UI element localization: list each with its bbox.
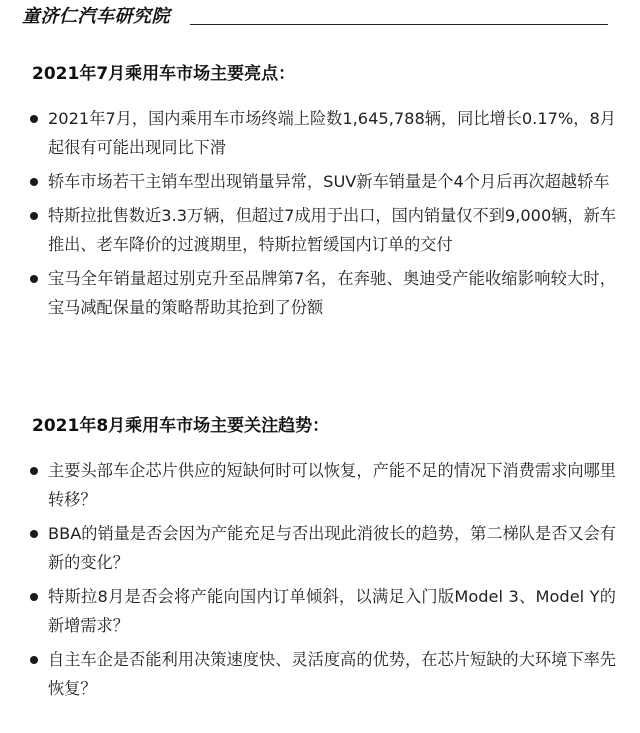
header	[22, 6, 608, 28]
brand-title: 童济仁汽车研究院	[22, 6, 170, 27]
bullet-dot-icon	[30, 115, 38, 123]
section-title-trends: 2021年8月乘用车市场主要关注趋势：	[32, 416, 330, 436]
section-trends	[32, 414, 616, 708]
list-item: 自主车企是否能利用决策速度快、灵活度高的优势，在芯片短缺的大环境下率先恢复？	[32, 645, 616, 703]
header-rule	[190, 24, 608, 25]
list-item: 特斯拉8月是否会将产能向国内订单倾斜，以满足入门版Model 3、Model Y的新增需求？	[32, 582, 616, 640]
list-item: 2021年7月，国内乘用车市场终端上险数1,645,788辆，同比增长0.17%，8月起很有可能出现同比下滑	[32, 104, 616, 162]
list-item: 轿车市场若干主销车型出现销量异常，SUV新车销量是个4个月后再次超越轿车	[32, 167, 616, 196]
bullet-dot-icon	[30, 212, 38, 220]
bullet-dot-icon	[30, 467, 38, 475]
list-item: 宝马全年销量超过别克升至品牌第7名，在奔驰、奥迪受产能收缩影响较大时，宝马减配保量的策略帮助其抢到了份额	[32, 264, 616, 322]
bullet-dot-icon	[30, 178, 38, 186]
trends-list	[32, 456, 616, 703]
list-item: 特斯拉批售数近3.3万辆，但超过7成用于出口，国内销量仅不到9,000辆，新车推出、老车降价的过渡期里，特斯拉暂缓国内订单的交付	[32, 201, 616, 259]
bullet-dot-icon	[30, 275, 38, 283]
list-item: 主要头部车企芯片供应的短缺何时可以恢复，产能不足的情况下消费需求向哪里转移？	[32, 456, 616, 514]
bullet-dot-icon	[30, 656, 38, 664]
bullet-dot-icon	[30, 530, 38, 538]
section-highlights	[32, 62, 616, 327]
section-title-highlights: 2021年7月乘用车市场主要亮点：	[32, 64, 296, 84]
bullet-dot-icon	[30, 593, 38, 601]
highlights-list	[32, 104, 616, 322]
list-item: BBA的销量是否会因为产能充足与否出现此消彼长的趋势，第二梯队是否又会有新的变化？	[32, 519, 616, 577]
